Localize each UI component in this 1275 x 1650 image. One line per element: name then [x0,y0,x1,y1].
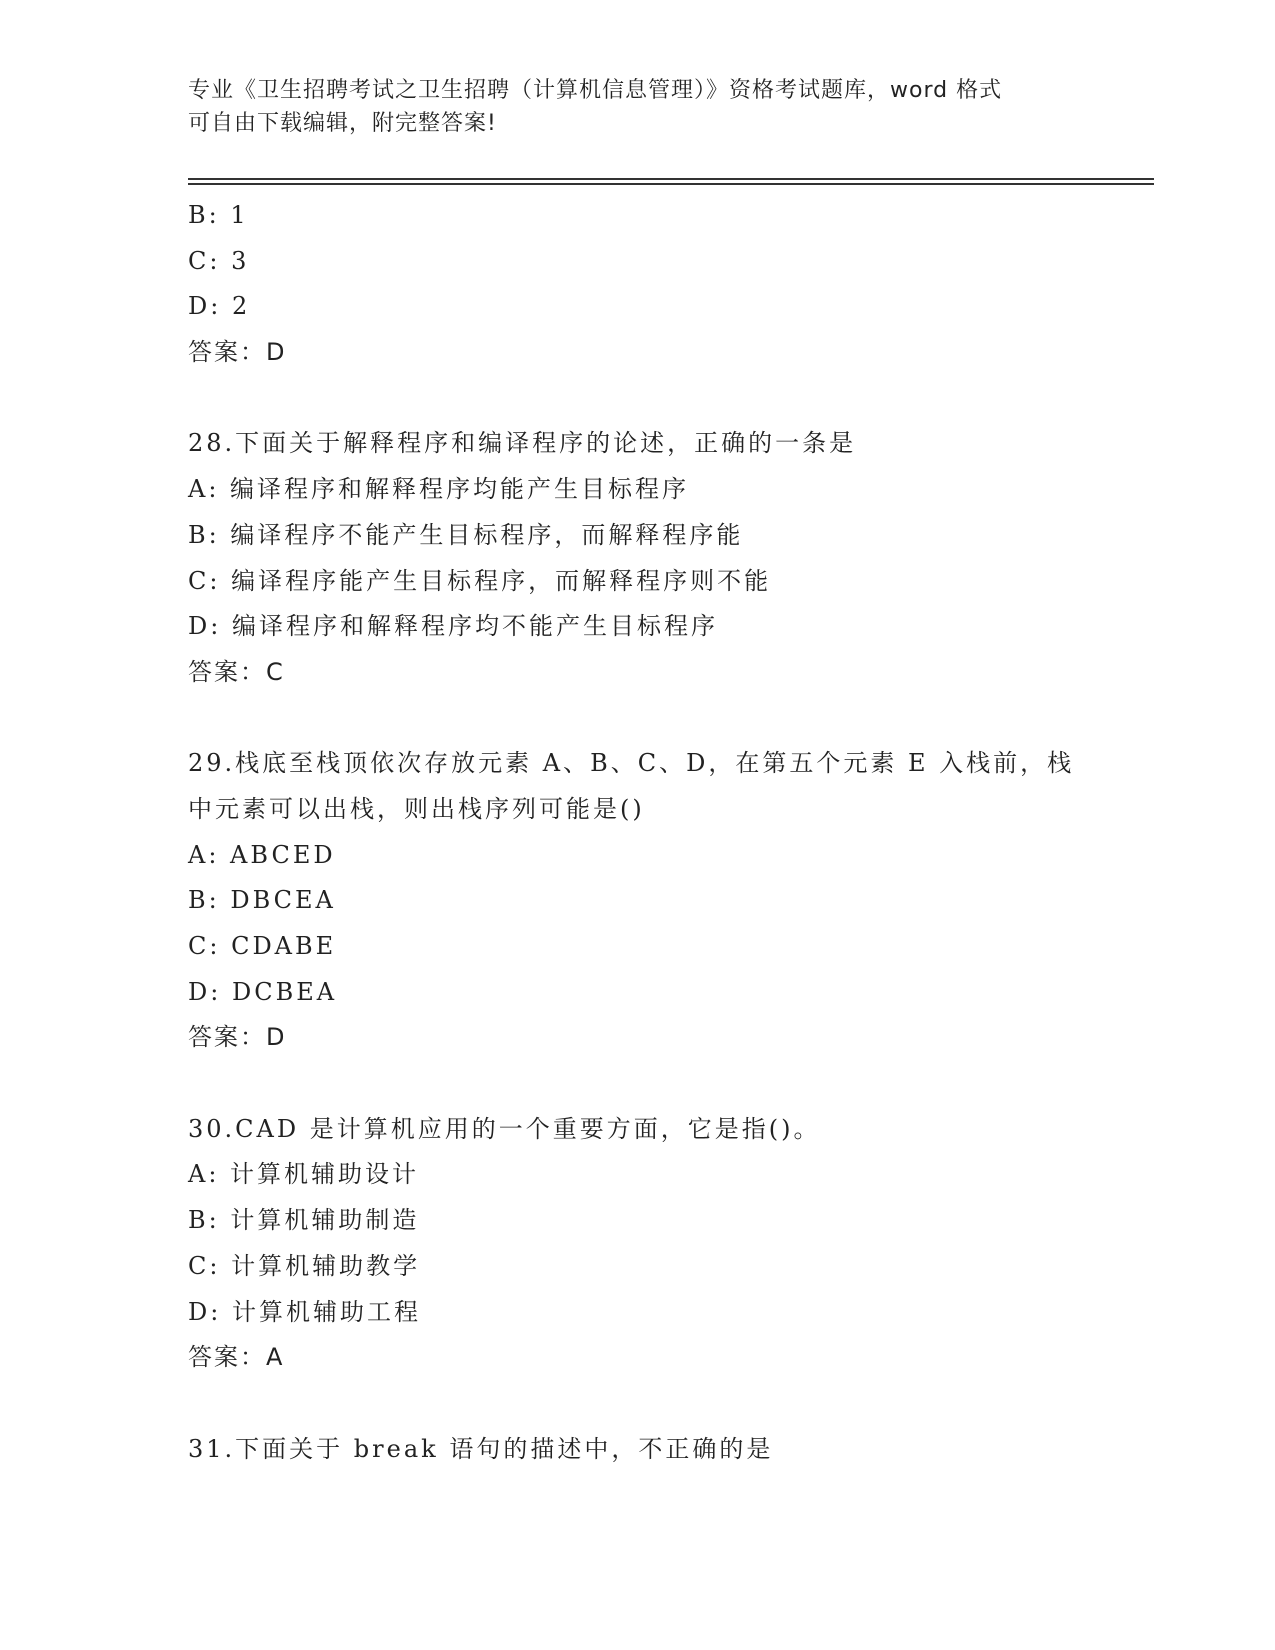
answer-label: 答案：D [188,338,287,367]
option-d: D: 计算机辅助工程 [188,1297,421,1326]
question-text: 30.CAD 是计算机应用的一个重要方面，它是指()。 [188,1114,821,1143]
question-list [188,193,1148,1472]
header-title-line-2: 可自由下载编辑，附完整答案! [188,111,497,136]
option-c: C: 3 [188,246,250,275]
option-c: C: 计算机辅助教学 [188,1251,421,1280]
answer-label: 答案：A [188,1343,285,1372]
question-31 [188,1427,1148,1473]
question-text-line-1: 29.栈底至栈顶依次存放元素 A、B、C、D，在第五个元素 E 入栈前，栈 [188,749,1075,778]
question-text: 31.下面关于 break 语句的描述中，不正确的是 [188,1434,774,1463]
option-d: D: DCBEA [188,977,338,1006]
answer-label: 答案：C [188,657,285,686]
option-d: D: 编译程序和解释程序均不能产生目标程序 [188,612,718,641]
header-divider-top [188,178,1154,180]
spacer [188,1061,1148,1107]
spacer [188,376,1148,422]
option-c: C: CDABE [188,932,337,960]
question-30 [188,1107,1148,1381]
option-b: B: 编译程序不能产生目标程序，而解释程序能 [188,520,744,549]
spacer [188,1381,1148,1427]
question-text: 28.下面关于解释程序和编译程序的论述，正确的一条是 [188,429,857,458]
answer-label: 答案：D [188,1023,287,1052]
spacer [188,696,1148,742]
option-b: B: 计算机辅助制造 [188,1206,420,1235]
document-header [188,74,1088,140]
question-28 [188,421,1148,695]
option-b: B: 1 [188,201,249,229]
option-b: B: DBCEA [188,886,336,915]
option-a: A: ABCED [188,840,336,869]
question-27 [188,193,1148,376]
header-title-line-1: 专业《卫生招聘考试之卫生招聘（计算机信息管理）》资格考试题库，word 格式 [188,78,1003,103]
question-29 [188,741,1148,1061]
option-a: A: 编译程序和解释程序均能产生目标程序 [188,475,690,504]
option-c: C: 编译程序能产生目标程序，而解释程序则不能 [188,566,772,595]
header-divider-bottom [188,183,1154,185]
option-a: A: 计算机辅助设计 [188,1160,420,1189]
question-text-line-2: 中元素可以出栈，则出栈序列可能是() [188,794,645,823]
option-d: D: 2 [188,292,251,321]
